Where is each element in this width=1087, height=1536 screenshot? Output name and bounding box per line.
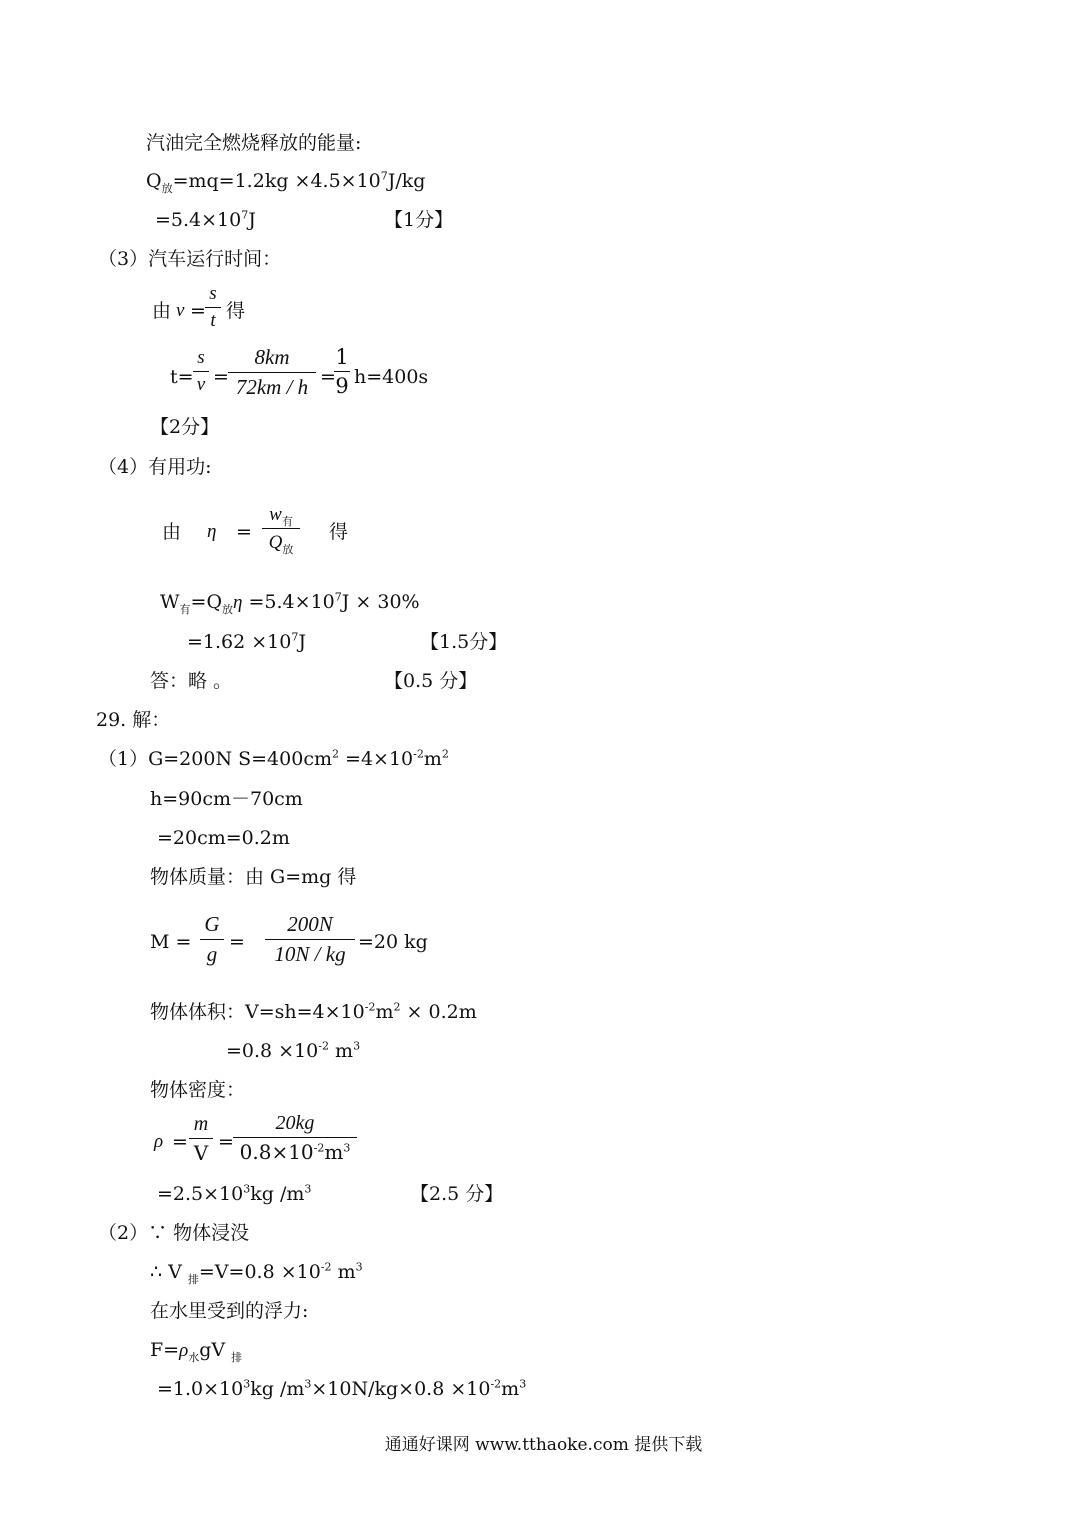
part3-eq: = bbox=[190, 300, 206, 322]
q29-height-line: h=90cm－70cm bbox=[150, 788, 303, 810]
part3-v: v bbox=[176, 300, 185, 321]
score-mark: 【0.5 分】 bbox=[384, 670, 478, 692]
q29-fraction-G-g: G g bbox=[200, 912, 224, 967]
q29-buoyancy-heading: 在水里受到的浮力: bbox=[150, 1300, 309, 1322]
q29-volume-line: 物体体积：$V=sh=4\times 10^{-2}m^2 \times 0.2m$ bbox=[150, 1000, 477, 1023]
part3-fraction-distance-speed: 8km 72km / h bbox=[228, 345, 316, 400]
part3-eq3: = bbox=[320, 366, 336, 388]
page-footer: 通通好课网 www.tthaoke.com 提供下载 bbox=[384, 1435, 703, 1455]
q29-height-result: =20cm=0.2m bbox=[157, 827, 290, 849]
part4-useful-work: $W_有=Q_放\eta =5.4\times 10^7J \times 30\%$ bbox=[160, 590, 420, 616]
part3-fraction-1-9: 1 9 bbox=[335, 345, 349, 398]
heat-release-heading: 汽油完全燃烧释放的能量: bbox=[146, 132, 362, 154]
answer-line: 答：略 。 bbox=[150, 670, 233, 692]
heat-release-result: $=5.4\times 10^7J$ bbox=[155, 208, 256, 231]
q29-mass-heading: 物体质量：由 G=mg 得 bbox=[150, 866, 357, 888]
q29-fraction-m-V: m V bbox=[189, 1113, 213, 1165]
q29-mass-result: =20 kg bbox=[358, 931, 428, 953]
part4-heading: （4）有用功: bbox=[98, 456, 212, 478]
part3-you: 由 bbox=[152, 300, 172, 322]
q29-fraction-density: 20kg $0.8\times 10^{-2}m^3$ bbox=[233, 1112, 357, 1164]
part4-you: 由 bbox=[162, 521, 182, 543]
part3-de: 得 bbox=[226, 300, 246, 322]
part3-eq2: = bbox=[213, 366, 229, 388]
q29-mass-label: M = bbox=[150, 931, 192, 953]
q29-density-result: $=2.5\times 10^3kg$ $/m^3$ bbox=[157, 1182, 312, 1205]
part3-t-eq: t= bbox=[170, 366, 194, 388]
q29-part2-heading: （2）∵ 物体浸没 bbox=[98, 1222, 250, 1244]
part3-result: h=400s bbox=[354, 366, 429, 388]
part3-heading: （3）汽车运行时间： bbox=[98, 248, 282, 270]
part4-de: 得 bbox=[329, 521, 349, 543]
part3-fraction-s-v: s v bbox=[193, 347, 209, 396]
q29-fraction-weight: 200N 10N / kg bbox=[265, 912, 355, 967]
part4-result: $=1.62 \times 10^7J$ bbox=[187, 630, 306, 653]
q29-displaced-volume: ∴ V $_排=V=0.8 \times 10^{-2}$ $m^3$ bbox=[150, 1260, 363, 1286]
q29-volume-result: $=0.8 \times 10^{-2}$ $m^3$ bbox=[226, 1039, 361, 1062]
part4-eta: η bbox=[207, 521, 217, 542]
q29-part1-given: （1）G=200N $S=400cm^2 =4\times 10^{-2}m^2$ bbox=[98, 747, 449, 770]
q29-mass-eq: = bbox=[229, 931, 245, 953]
q29-rho: ρ bbox=[154, 1131, 164, 1152]
question-29-heading: 29. 解： bbox=[96, 709, 171, 731]
q29-rho-eq2: = bbox=[218, 1131, 234, 1153]
score-mark: 【1分】 bbox=[384, 209, 454, 231]
part3-fraction-s-t: s t bbox=[205, 283, 221, 332]
score-mark: 【1.5分】 bbox=[420, 631, 508, 653]
part4-fraction-efficiency: $w_有$ $Q_放$ bbox=[262, 503, 300, 554]
score-mark: 【2.5 分】 bbox=[410, 1183, 504, 1205]
q29-buoyancy-calc: $=1.0\times 10^3kg$ $/m^3\times 10N/kg\times 0.8 \times 10^{-2}m^3$ bbox=[157, 1377, 527, 1400]
score-mark: 【2分】 bbox=[150, 416, 220, 438]
q29-buoyancy-formula: $F=\rho_水gV$ $_排$ bbox=[150, 1339, 243, 1364]
heat-release-formula: $Q_放=mq=1.2kg \times 4.5\times 10^7J/kg$ bbox=[146, 169, 426, 195]
q29-density-heading: 物体密度： bbox=[150, 1079, 246, 1101]
q29-rho-eq: = bbox=[172, 1131, 188, 1153]
part4-eq: = bbox=[236, 521, 252, 543]
